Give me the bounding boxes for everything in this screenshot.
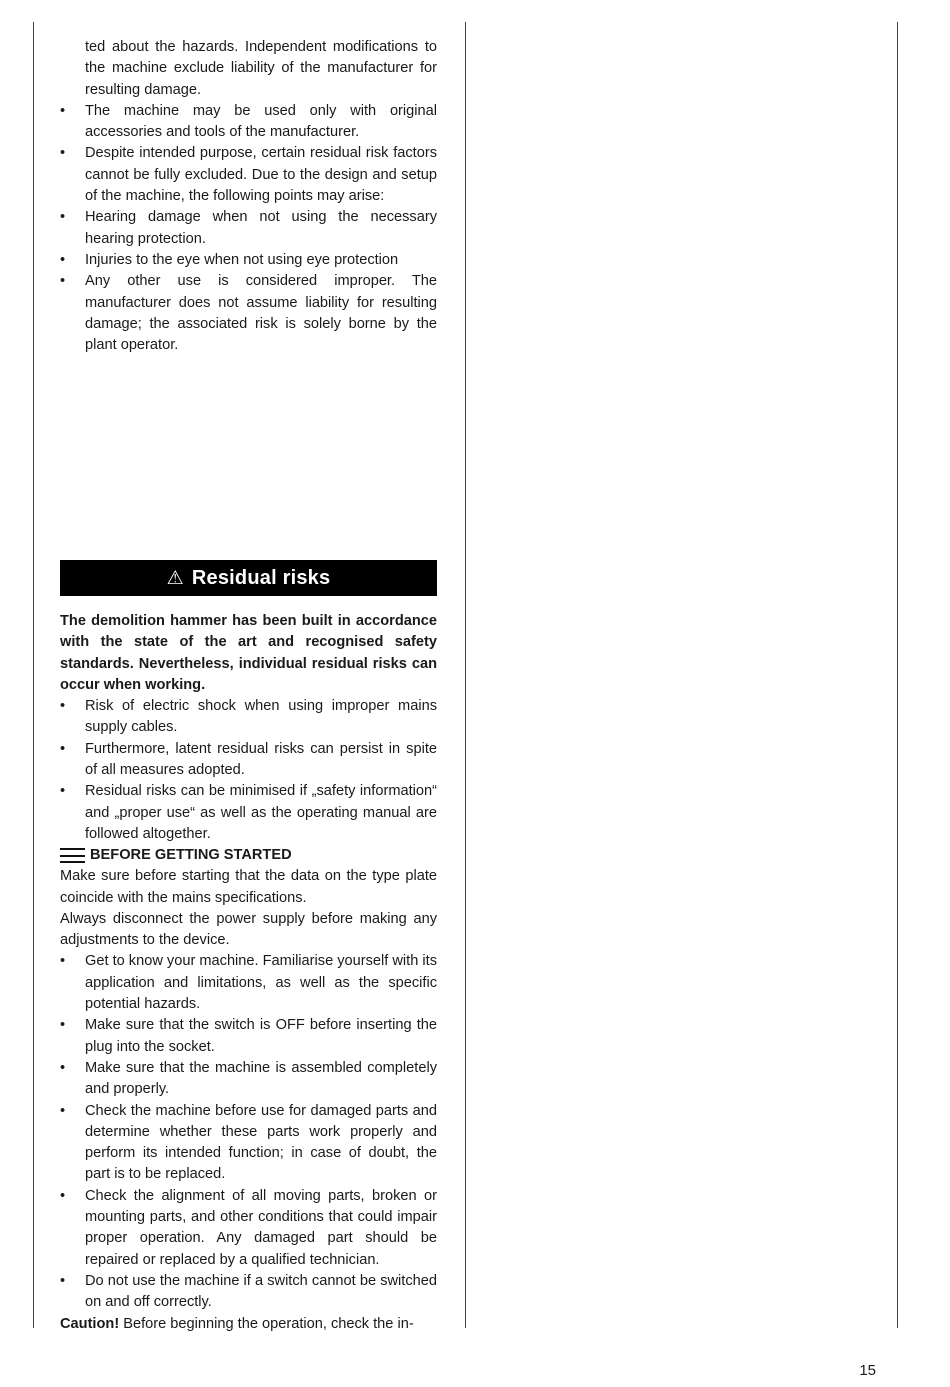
list-item: • Risk of electric shock when using improper mains supply cables. [60,696,437,739]
page-number: 15 [859,1362,876,1379]
list-item: • Despite intended purpose, certain residual risk factors cannot be fully excluded. Due to the design and setup of the machine, the following points may arise: [60,143,437,207]
top-section [60,37,437,356]
list-item: • Hearing damage when not using the necessary hearing protection. [60,207,437,250]
left-margin-rule [33,22,34,1328]
continued-paragraph: ted about the hazards. Independent modifications to the machine exclude liability of the manufacturer for resulting damage. [85,39,437,98]
list-item: • Make sure that the switch is OFF before inserting the plug into the socket. [60,1015,437,1058]
list-item: • Residual risks can be minimised if „safety information“ and „proper use“ as well as the operating manual are followed altogether. [60,781,437,845]
caution-text: Before beginning the operation, check the in- [119,1315,414,1332]
list-item: • Get to know your machine. Familiarise yourself with its application and limitations, as well as the specific potential hazards. [60,951,437,1015]
list-item: • Any other use is considered improper. The manufacturer does not assume liability for resulting damage; the associated risk is solely borne by the plant operator. [60,271,437,356]
heading-text: BEFORE GETTING STARTED [90,847,292,863]
section-heading [60,845,437,866]
top-bullet-list [60,101,437,357]
list-item: • Furthermore, latent residual risks can persist in spite of all measures adopted. [60,739,437,782]
list-item: • The machine may be used only with original accessories and tools of the manufacturer. [60,101,437,144]
caution-paragraph [60,1314,437,1335]
banner-title: Residual risks [191,566,331,589]
list-item: • Do not use the machine if a switch cannot be switched on and off correctly. [60,1271,437,1314]
warning-triangle-icon: ⚠ [166,567,184,589]
caution-label: Caution! [60,1315,120,1332]
list-item: • Injuries to the eye when not using eye protection [60,250,437,271]
before-section [60,845,437,1335]
right-margin-rule [897,22,898,1328]
column-divider-rule [465,22,466,1328]
before-bullet-list [60,951,437,1313]
menu-lines-icon [60,848,85,863]
residual-bullet-list [60,696,437,845]
paragraph: Always disconnect the power supply before making any adjustments to the device. [60,910,437,949]
residual-risks-banner [60,560,437,596]
residual-intro: The demolition hammer has been built in accordance with the state of the art and recognised safety standards. Nevertheless, individual residual risks can occur when working. [60,613,437,693]
residual-section [60,611,437,845]
list-item: • Check the alignment of all moving parts, broken or mounting parts, and other conditions that could impair proper operation. Any damaged part should be repaired or replaced by a qualified technician. [60,1186,437,1271]
list-item: • Check the machine before use for damaged parts and determine whether these parts work properly and perform its intended function; in case of doubt, the part is to be replaced. [60,1101,437,1186]
list-item: • Make sure that the machine is assembled completely and properly. [60,1058,437,1101]
paragraph: Make sure before starting that the data on the type plate coincide with the mains specifications. [60,868,437,906]
